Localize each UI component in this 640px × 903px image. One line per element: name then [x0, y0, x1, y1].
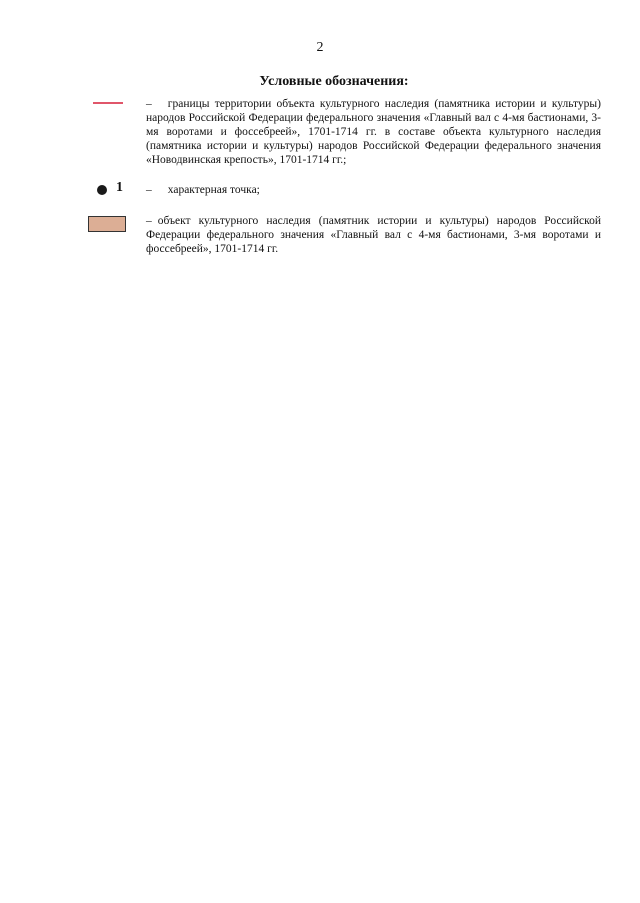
point-number-label: 1	[116, 180, 123, 195]
object-description: объект культурного наследия (памятник истории и культуры) народов Российской Федерации федерального значения «Главный вал с 4-мя бастионами, 3-мя воротами и фоссебреей», 1701-1714 гг.	[146, 215, 601, 255]
dash: –	[146, 98, 152, 110]
dash: –	[146, 215, 152, 227]
red-boundary-line-icon	[93, 102, 123, 104]
point-description: характерная точка;	[167, 184, 260, 196]
legend-item-boundary-text	[146, 97, 601, 167]
page-number: 2	[316, 40, 324, 55]
legend-item-point-text	[146, 183, 601, 197]
boundary-description: границы территории объекта культурного наследия (памятника истории и культуры) народов Российской Федерации федерального значения «Главный вал с 4-мя бастионами, 3-мя воротами и фоссебреей», 1701-1714 гг. в составе объекта культурного наследия (памятника истории и культуры) народов Российской Федерации федерального значения «Новодвинская крепость», 1701-1714 гг.;	[146, 98, 601, 166]
legend-item-object-text	[146, 214, 601, 256]
heritage-object-area-icon	[88, 216, 126, 232]
legend-title: Условные обозначения:	[259, 74, 409, 89]
dash: –	[146, 184, 152, 196]
black-dot-icon	[97, 185, 107, 195]
